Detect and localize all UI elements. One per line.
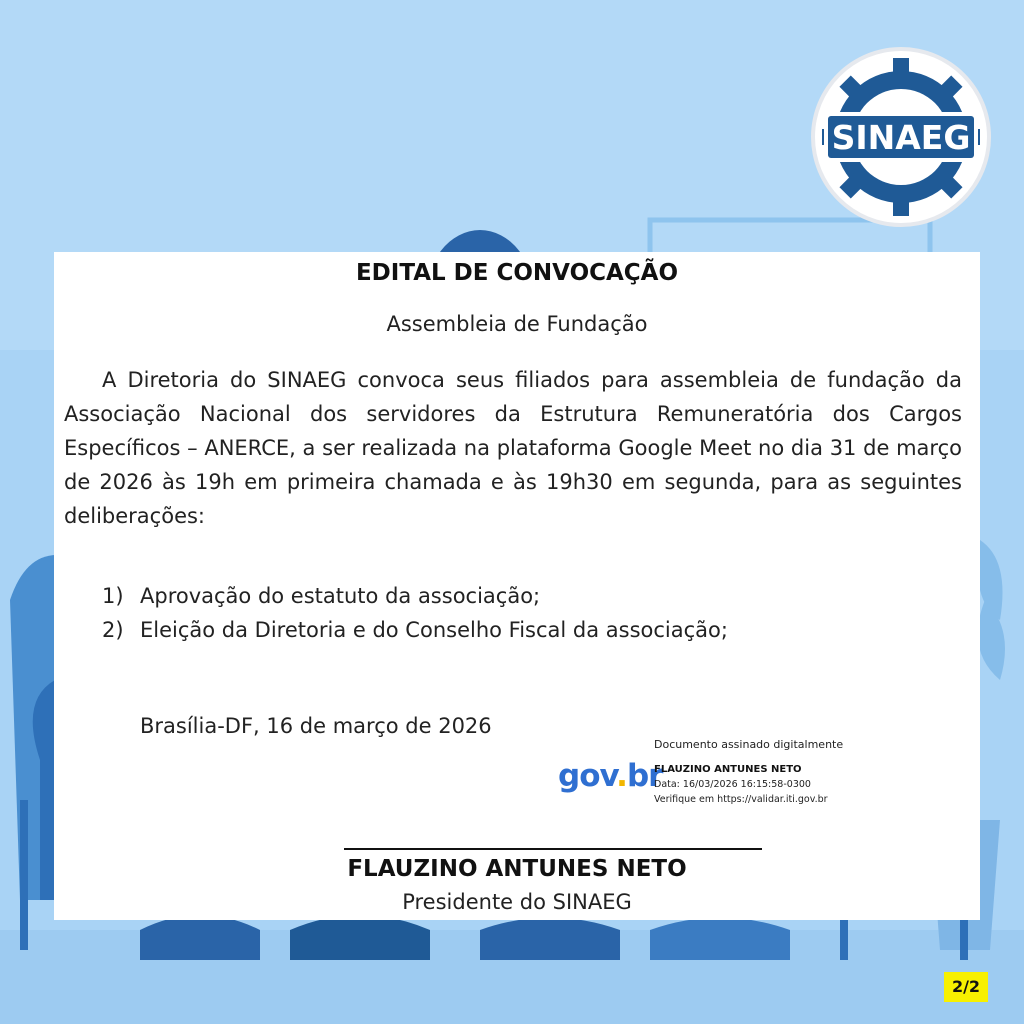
sinaeg-logo [810, 46, 992, 228]
document-paragraph: A Diretoria do SINAEG convoca seus filiados para assembleia de fundação da Associação Nacional dos servidores da Estrutura Remuneratória dos Cargos Específicos – ANERCE, a ser realizada na plataforma Google Meet no dia 31 de março de 2026 às 19h em primeira chamada e às 19h30 em segunda, para as seguintes deliberações: [64, 368, 962, 528]
stamp-signer: FLAUZINO ANTUNES NETO [654, 764, 802, 775]
agenda-item-number: 1) [102, 584, 124, 608]
agenda-item [102, 579, 728, 613]
agenda-item-text: Eleição da Diretoria e do Conselho Fiscal da associação; [140, 618, 728, 642]
signer-role: Presidente do SINAEG [402, 890, 632, 914]
place-date: Brasília-DF, 16 de março de 2026 [140, 714, 492, 738]
signer-name: FLAUZINO ANTUNES NETO [347, 856, 687, 882]
document-card [54, 252, 980, 920]
document-subtitle: Assembleia de Fundação [386, 312, 648, 336]
stamp-header: Documento assinado digitalmente [654, 738, 844, 751]
agenda-item-text: Aprovação do estatuto da associação; [140, 584, 541, 608]
page-indicator: 2/2 [944, 972, 988, 1002]
stamp-date: Data: 16/03/2026 16:15:58-0300 [654, 779, 811, 790]
signature-line [344, 848, 762, 850]
logo-text: SINAEG [831, 118, 971, 157]
document-title: EDITAL DE CONVOCAÇÃO [355, 260, 679, 286]
agenda-item-number: 2) [102, 618, 124, 642]
agenda-list [102, 579, 728, 647]
stamp-verify: Verifique em https://validar.iti.gov.br [654, 794, 828, 805]
govbr-logo: gov.br [558, 758, 663, 794]
digital-signature-stamp [558, 738, 888, 818]
agenda-item [102, 613, 728, 647]
